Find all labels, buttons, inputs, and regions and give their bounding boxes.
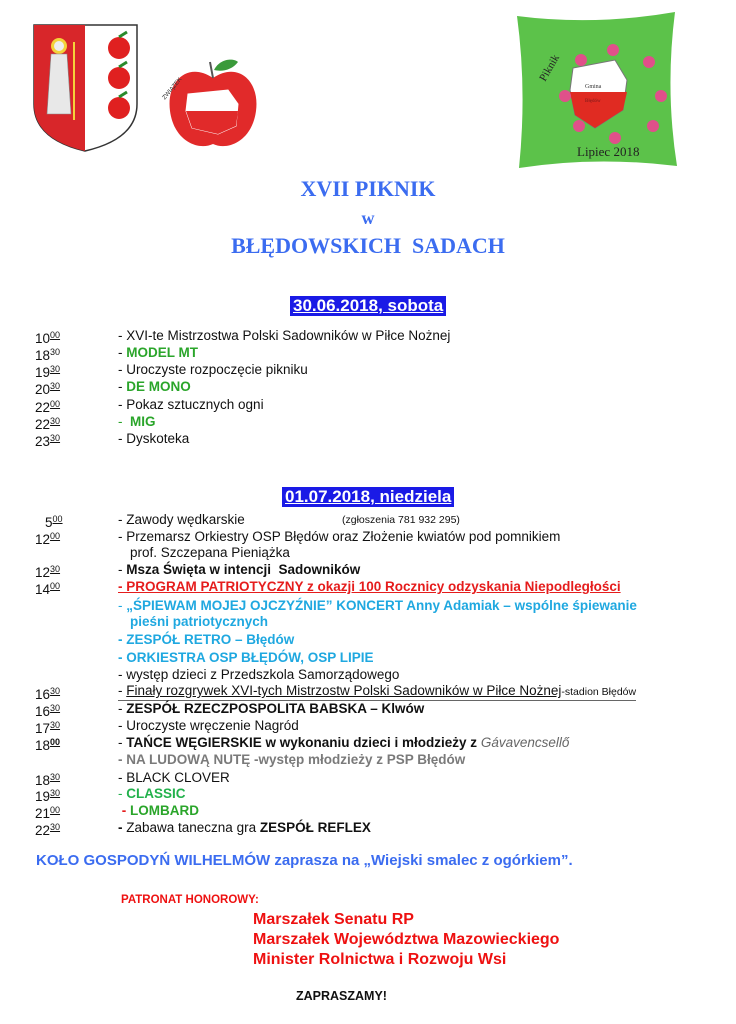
schedule-row bbox=[0, 717, 736, 734]
event-text: - ZESPÓŁ RETRO – Błędów bbox=[118, 632, 295, 647]
schedule-row bbox=[0, 666, 736, 683]
event-text: Finały rozgrywek XVI-tych Mistrzostw Polski Sadowników w Piłce Nożnej bbox=[126, 683, 562, 698]
patron-item: Minister Rolnictwa i Rozwoju Wsi bbox=[253, 951, 507, 968]
minute: 00 bbox=[50, 399, 61, 409]
minute: 30 bbox=[50, 364, 61, 374]
event-text: pieśni patriotycznych bbox=[130, 614, 269, 629]
minute: 30 bbox=[50, 433, 61, 443]
hour: 18 bbox=[35, 773, 51, 788]
day2-date: 01.07.2018, niedziela bbox=[282, 487, 454, 507]
day1-date: 30.06.2018, sobota bbox=[290, 296, 446, 316]
schedule-row bbox=[0, 597, 736, 614]
hour: 19 bbox=[35, 365, 51, 380]
hour: 17 bbox=[35, 721, 51, 736]
schedule-row bbox=[0, 327, 736, 344]
title-line-1: XVII PIKNIK bbox=[300, 176, 436, 201]
event-text: ZESPÓŁ RZECZPOSPOLITA BABSKA – Klwów bbox=[126, 701, 425, 716]
event-text: prof. Szczepana Pieniążka bbox=[130, 545, 290, 560]
dash: - bbox=[118, 414, 130, 429]
hour: 16 bbox=[35, 687, 51, 702]
hour: 12 bbox=[35, 532, 51, 547]
dash: - bbox=[118, 345, 127, 360]
event-text: MIG bbox=[130, 414, 156, 429]
kgw-invitation: KOŁO GOSPODYŃ WILHELMÓW zaprasza na „Wiejski smalec z ogórkiem”. bbox=[36, 852, 573, 869]
schedule-row bbox=[0, 631, 736, 648]
minute: 00 bbox=[50, 330, 61, 340]
hour: 18 bbox=[35, 738, 51, 753]
minute: 00 bbox=[50, 581, 61, 591]
coat-of-arms-logo bbox=[33, 24, 138, 152]
schedule-row bbox=[0, 344, 736, 361]
schedule-row-continuation bbox=[0, 613, 736, 630]
svg-text:Lipiec 2018: Lipiec 2018 bbox=[577, 144, 640, 159]
minute: 00 bbox=[50, 737, 61, 747]
event-note: Gávavencsellő bbox=[480, 735, 570, 750]
event-text: Msza Święta w intencji Sadowników bbox=[126, 562, 361, 577]
schedule-row bbox=[0, 700, 736, 717]
hour: 21 bbox=[35, 806, 51, 821]
event-text: „ŚPIEWAM MOJEJ OJCZYŹNIE” KONCERT Anny Adamiak – wspólne śpiewanie bbox=[126, 598, 637, 613]
hour: 22 bbox=[35, 400, 51, 415]
schedule-row bbox=[0, 430, 736, 447]
hour: 14 bbox=[35, 582, 51, 597]
event-text: MODEL MT bbox=[126, 345, 198, 360]
event-text: - Przemarsz Orkiestry OSP Błędów oraz Złożenie kwiatów pod pomnikiem bbox=[118, 529, 561, 544]
minute: 30 bbox=[50, 381, 61, 391]
hour: 5 bbox=[45, 515, 53, 530]
minute: 30 bbox=[50, 703, 61, 713]
dash: - bbox=[118, 562, 127, 577]
hour: 22 bbox=[35, 823, 51, 838]
minute: 00 bbox=[52, 514, 63, 524]
svg-text:ZWIĄZEK: ZWIĄZEK bbox=[161, 76, 184, 102]
event-text: - ORKIESTRA OSP BŁĘDÓW, OSP LIPIE bbox=[118, 650, 374, 665]
svg-text:Piknik: Piknik bbox=[537, 52, 562, 84]
event-text: - Dyskoteka bbox=[118, 431, 190, 446]
event-text: - Uroczyste wręczenie Nagród bbox=[118, 718, 299, 733]
minute: 30 bbox=[50, 822, 61, 832]
minute: 30 bbox=[50, 416, 61, 426]
event-text: - występ dzieci z Przedszkola Samorządowego bbox=[118, 667, 400, 682]
schedule-row bbox=[0, 734, 736, 751]
schedule-row bbox=[0, 378, 736, 395]
schedule-row bbox=[0, 683, 736, 700]
event-text: - XVI-te Mistrzostwa Polski Sadowników w Piłce Nożnej bbox=[118, 328, 451, 343]
minute: 00 bbox=[50, 805, 61, 815]
hour: 23 bbox=[35, 434, 51, 449]
schedule-row-continuation bbox=[0, 544, 736, 561]
dash: - bbox=[118, 379, 127, 394]
title-line-3: BŁĘDOWSKICH SADACH bbox=[231, 233, 505, 258]
event-text: LOMBARD bbox=[130, 803, 199, 818]
event-text: CLASSIC bbox=[126, 786, 186, 801]
hour: 12 bbox=[35, 565, 51, 580]
fruit-growers-union-logo bbox=[158, 56, 268, 156]
patron-item: Marszałek Senatu RP bbox=[253, 911, 414, 928]
dash: - bbox=[118, 701, 127, 716]
event-text: - Uroczyste rozpoczęcie pikniku bbox=[118, 362, 308, 377]
event-text: - Pokaz sztucznych ogni bbox=[118, 397, 264, 412]
minute: 30 bbox=[50, 788, 61, 798]
schedule-row bbox=[0, 361, 736, 378]
dash: - bbox=[118, 803, 130, 818]
hour: 22 bbox=[35, 417, 51, 432]
event-text: - PROGRAM PATRIOTYCZNY z okazji 100 Rocznicy odzyskania Niepodległości bbox=[118, 579, 621, 594]
dash: - bbox=[118, 820, 127, 835]
closing-invitation: ZAPRASZAMY! bbox=[296, 989, 387, 1003]
event-note: -stadion Błędów bbox=[561, 686, 637, 698]
event-text: TAŃCE WĘGIERSKIE w wykonaniu dzieci i młodzieży z bbox=[126, 735, 481, 750]
svg-text:Błędów: Błędów bbox=[585, 99, 601, 104]
hour: 18 bbox=[35, 348, 51, 363]
schedule-row bbox=[0, 578, 736, 595]
schedule-row bbox=[0, 751, 736, 768]
minute: 30 bbox=[50, 772, 61, 782]
minute: 30 bbox=[50, 686, 61, 696]
dash: - bbox=[118, 683, 127, 698]
minute: 30 bbox=[50, 564, 61, 574]
schedule-row bbox=[0, 561, 736, 578]
hour: 16 bbox=[35, 704, 51, 719]
minute: 30 bbox=[50, 720, 61, 730]
schedule-row bbox=[0, 819, 736, 836]
schedule-row bbox=[0, 802, 736, 819]
event-text: - BLACK CLOVER bbox=[118, 770, 230, 785]
event-text: - NA LUDOWĄ NUTĘ -występ młodzieży z PSP Błędów bbox=[118, 752, 466, 767]
dash: - bbox=[118, 735, 127, 750]
patron-item: Marszałek Województwa Mazowieckiego bbox=[253, 931, 560, 948]
hour: 20 bbox=[35, 382, 51, 397]
minute: 30 bbox=[50, 347, 61, 357]
schedule-row bbox=[0, 649, 736, 666]
dash: - bbox=[118, 786, 127, 801]
svg-text:Gmina: Gmina bbox=[585, 84, 602, 90]
schedule-row bbox=[0, 528, 736, 545]
schedule-row bbox=[0, 769, 736, 786]
schedule-row bbox=[0, 396, 736, 413]
event-text: Zabawa taneczna gra bbox=[126, 820, 260, 835]
title-line-2: w bbox=[361, 208, 375, 228]
hour: 10 bbox=[35, 331, 51, 346]
schedule-row bbox=[0, 413, 736, 430]
event-text: DE MONO bbox=[126, 379, 191, 394]
schedule-row bbox=[0, 785, 736, 802]
dash: - bbox=[118, 598, 127, 613]
hour: 19 bbox=[35, 789, 51, 804]
event-text: - Zawody wędkarskie bbox=[118, 512, 245, 527]
patronage-label: PATRONAT HONOROWY: bbox=[121, 894, 259, 906]
picnic-logo bbox=[515, 10, 680, 170]
event-note: (zgłoszenia 781 932 295) bbox=[342, 514, 460, 526]
schedule-row bbox=[0, 511, 736, 528]
minute: 00 bbox=[50, 531, 61, 541]
event-text-bold: ZESPÓŁ REFLEX bbox=[259, 820, 371, 835]
